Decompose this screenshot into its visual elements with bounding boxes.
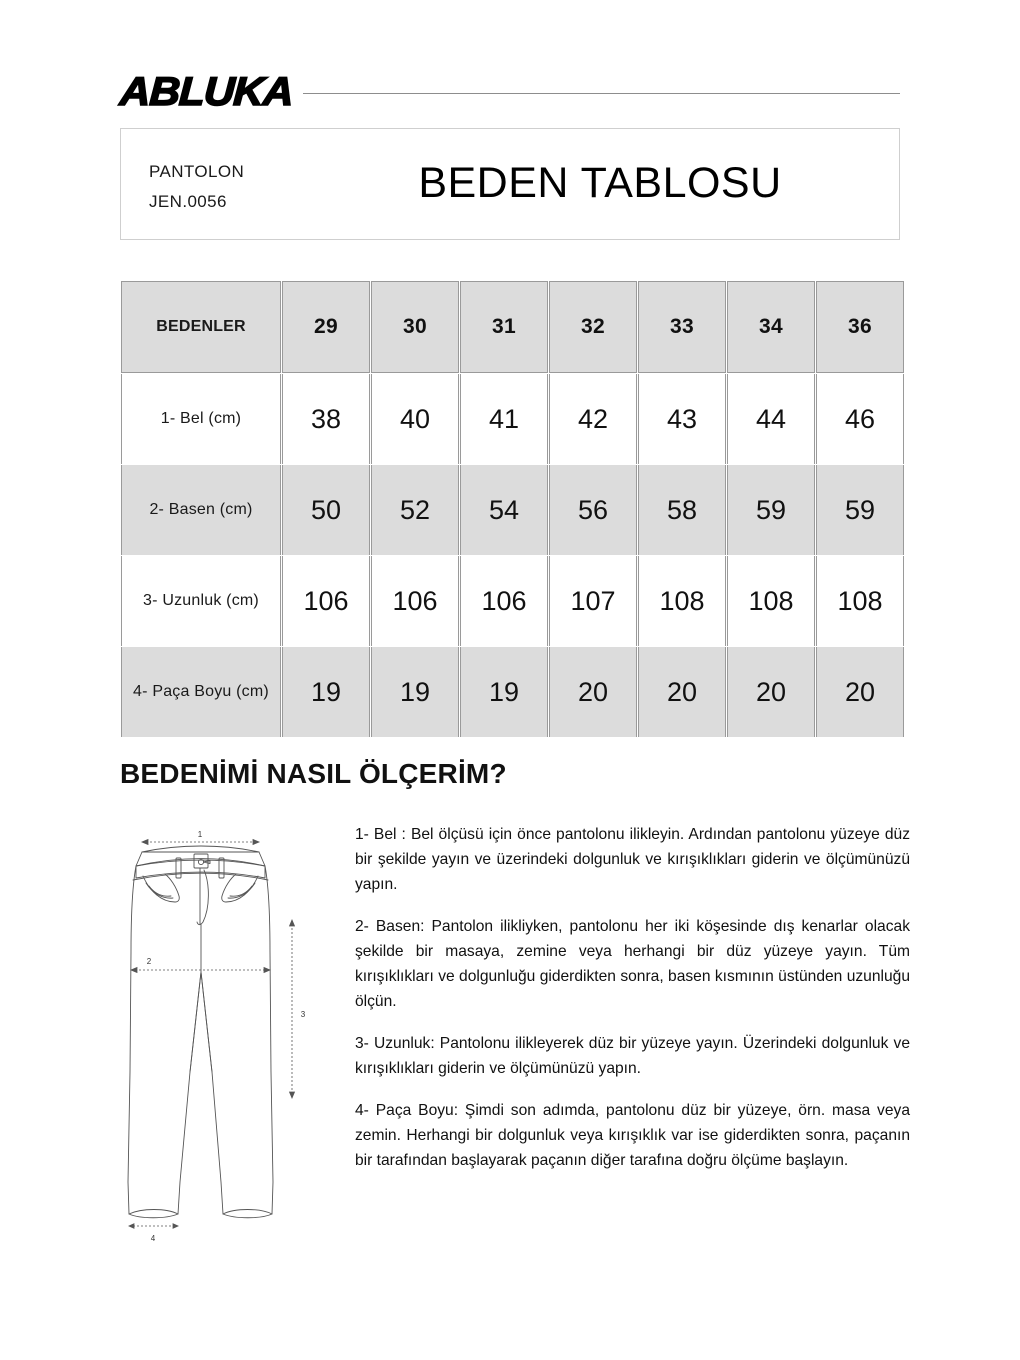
- measure-section: [120, 822, 910, 1272]
- measurement-cell: 106: [460, 556, 548, 646]
- measurement-cell: 56: [549, 465, 637, 555]
- measurement-cell: 106: [371, 556, 459, 646]
- measurement-cell: 58: [638, 465, 726, 555]
- measurement-cell: 52: [371, 465, 459, 555]
- measurement-cell: 54: [460, 465, 548, 555]
- size-column-header-34: 34: [727, 281, 815, 373]
- measurement-cell: 19: [460, 647, 548, 737]
- measure-instructions: [355, 822, 910, 1173]
- instruction-paragraph-4: 4- Paça Boyu: Şimdi son adımda, pantolonu düz bir yüzeye, örn. masa veya zemin. Herhangi bir dolgunluk veya kırışıklık var ise giderdikten sonra, paçanın bir tarafından başlayarak paçanın diğer tarafına doğru ölçüme başlayın.: [355, 1102, 910, 1169]
- size-table-header-row: [121, 281, 904, 373]
- brand-header: [120, 72, 900, 112]
- measurement-cell: 108: [816, 556, 904, 646]
- pants-diagram: [120, 822, 340, 1252]
- measurement-cell: 41: [460, 374, 548, 464]
- product-type: PANTOLON: [149, 162, 245, 181]
- measurement-row-label: 1- Bel (cm): [121, 374, 281, 464]
- measure-label-2: 2: [146, 957, 152, 966]
- measurement-cell: 42: [549, 374, 637, 464]
- table-row: [121, 647, 904, 737]
- measurement-cell: 20: [727, 647, 815, 737]
- instruction-paragraph-3: 3- Uzunluk: Pantolonu ilikleyerek düz bir yüzeye yayın. Üzerindeki dolgunluk ve kırışıklıkları giderin ve ölçümünüzü yapın.: [355, 1035, 910, 1077]
- measure-label-4: 4: [150, 1234, 156, 1243]
- measure-1-waist: [142, 840, 259, 845]
- measurement-cell: 43: [638, 374, 726, 464]
- size-column-header-33: 33: [638, 281, 726, 373]
- size-column-header-30: 30: [371, 281, 459, 373]
- size-column-header-36: 36: [816, 281, 904, 373]
- measurement-cell: 38: [282, 374, 370, 464]
- measurement-cell: 107: [549, 556, 637, 646]
- header-divider-rule: [303, 93, 900, 94]
- measure-label-1: 1: [197, 830, 203, 839]
- size-table: [120, 280, 905, 738]
- measurement-cell: 46: [816, 374, 904, 464]
- table-row: [121, 465, 904, 555]
- abluka-logo: ABLUKA: [118, 70, 294, 114]
- size-column-header-32: 32: [549, 281, 637, 373]
- measurement-cell: 40: [371, 374, 459, 464]
- title-box: [120, 128, 900, 240]
- instruction-paragraph-1: 1- Bel : Bel ölçüsü için önce pantolonu ilikleyin. Ardından pantolonu yüzeye düz bir şekilde yayın ve üzerindeki dolgunluk ve kırışıklıkları giderin ve ölçümünüzü yapın.: [355, 826, 910, 893]
- measurement-cell: 19: [282, 647, 370, 737]
- measure-2-hip: [131, 968, 270, 973]
- measurement-cell: 108: [727, 556, 815, 646]
- measurement-cell: 59: [727, 465, 815, 555]
- measurement-row-label: 2- Basen (cm): [121, 465, 281, 555]
- page-title: BEDEN TABLOSU: [418, 159, 782, 207]
- measurement-cell: 20: [638, 647, 726, 737]
- pants-technical-drawing-svg: [120, 822, 340, 1252]
- measurement-cell: 20: [816, 647, 904, 737]
- measure-label-3: 3: [300, 1010, 306, 1019]
- size-table-body: [121, 281, 904, 737]
- table-row: [121, 556, 904, 646]
- measurement-cell: 19: [371, 647, 459, 737]
- measurement-cell: 108: [638, 556, 726, 646]
- measurement-cell: 50: [282, 465, 370, 555]
- size-column-header-31: 31: [460, 281, 548, 373]
- measurement-cell: 44: [727, 374, 815, 464]
- size-table-header-label: BEDENLER: [121, 281, 281, 373]
- measurement-row-label: 4- Paça Boyu (cm): [121, 647, 281, 737]
- measurement-cell: 59: [816, 465, 904, 555]
- measurement-row-label: 3- Uzunluk (cm): [121, 556, 281, 646]
- product-code: JEN.0056: [149, 192, 227, 211]
- measure-3-length: [290, 920, 295, 1098]
- table-row: [121, 374, 904, 464]
- measurement-cell: 106: [282, 556, 370, 646]
- measure-4-leg-opening: [129, 1224, 178, 1228]
- how-to-measure-heading: BEDENİMİ NASIL ÖLÇERİM?: [120, 758, 507, 789]
- measurement-cell: 20: [549, 647, 637, 737]
- size-column-header-29: 29: [282, 281, 370, 373]
- instruction-paragraph-2: 2- Basen: Pantolon ilikliyken, pantolonu her iki köşesinde dış kenarlar olacak şekilde bir masaya, zemine veya herhangi bir düz yüzeye yayın. Tüm kırışıklıkları ve dolgunluğu giderdikten sonra, basen kısmının üstünden uzunluğu ölçün.: [355, 918, 910, 1010]
